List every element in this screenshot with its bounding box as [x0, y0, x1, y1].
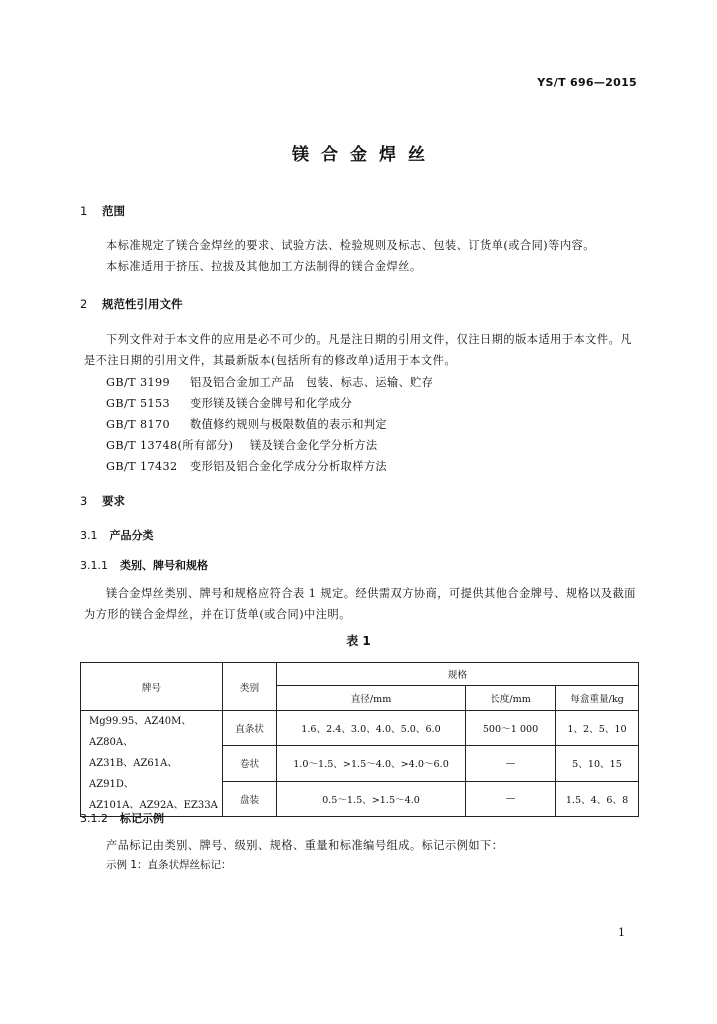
length-cell: — [466, 781, 556, 816]
section-title: 类别、牌号和规格 [120, 559, 208, 572]
diameter-cell: 1.0～1.5、>1.5～4.0、>4.0～6.0 [277, 746, 466, 781]
section-title: 规范性引用文件 [102, 297, 183, 311]
reference-item: GB/T 13748(所有部分) 镁及镁合金化学分析方法 [106, 439, 378, 452]
section-title: 标记示例 [120, 812, 164, 825]
section-3-heading [80, 493, 125, 509]
section-number: 3.1 [80, 529, 98, 542]
section-title: 产品分类 [109, 529, 154, 542]
weight-cell: 1.5、4、6、8 [556, 781, 639, 816]
section-1-para-1: 本标准规定了镁合金焊丝的要求、试验方法、检验规则及标志、包装、订货单(或合同)等内容。 [106, 239, 595, 252]
section-3-1-1-para: 镁合金焊丝类别、牌号和规格应符合表 1 规定。经供需双方协商，可提供其他合金牌号、规格以及截面为方形的镁合金焊丝，并在订货单(或合同)中注明。 [84, 587, 636, 621]
section-title: 范围 [102, 204, 125, 218]
section-title: 要求 [102, 494, 125, 508]
section-2-para: 下列文件对于本文件的应用是必不可少的。凡是注日期的引用文件，仅注日期的版本适用于本文件。凡是不注日期的引用文件，其最新版本(包括所有的修改单)适用于本文件。 [84, 333, 632, 367]
diameter-cell: 0.5～1.5、>1.5～4.0 [277, 781, 466, 816]
section-1-para-2: 本标准适用于挤压、拉拔及其他加工方法制得的镁合金焊丝。 [106, 260, 422, 273]
header-category: 类别 [223, 663, 277, 711]
weight-cell: 5、10、15 [556, 746, 639, 781]
category-cell: 盘装 [223, 781, 277, 816]
page-number: 1 [618, 926, 625, 939]
grade-list-cell: Mg99.95、AZ40M、AZ80A、 AZ31B、AZ61A、AZ91D、 AZ101A、AZ92A、EZ33A [81, 711, 223, 817]
length-cell: — [466, 746, 556, 781]
header-spec: 规格 [277, 663, 639, 686]
header-weight: 每盒重量/kg [556, 686, 639, 711]
document-title: 镁合金焊丝 [292, 145, 437, 165]
header-grade: 牌号 [81, 663, 223, 711]
reference-item: GB/T 8170 数值修约规则与极限数值的表示和判定 [106, 418, 387, 431]
example-note: 示例 1：直条状焊丝标记： [106, 859, 232, 871]
length-cell: 500～1 000 [466, 711, 556, 746]
standard-number: YS/T 696—2015 [537, 76, 637, 89]
section-number: 1 [80, 204, 88, 218]
section-2-heading [80, 296, 183, 312]
diameter-cell: 1.6、2.4、3.0、4.0、5.0、6.0 [277, 711, 466, 746]
section-number: 3.1.2 [80, 812, 108, 825]
section-number: 2 [80, 297, 88, 311]
table-caption: 表 1 [346, 634, 371, 648]
header-diameter: 直径/mm [277, 686, 466, 711]
spec-table [80, 662, 639, 817]
category-cell: 直条状 [223, 711, 277, 746]
section-number: 3.1.1 [80, 559, 108, 572]
section-3-1-2-para: 产品标记由类别、牌号、级别、规格、重量和标准编号组成。标记示例如下： [106, 839, 504, 852]
header-length: 长度/mm [466, 686, 556, 711]
section-1-heading [80, 203, 125, 219]
section-3-1-heading [80, 527, 154, 543]
section-3-1-1-heading [80, 557, 208, 573]
section-number: 3 [80, 494, 88, 508]
reference-item: GB/T 17432 变形铝及铝合金化学成分分析取样方法 [106, 460, 387, 473]
weight-cell: 1、2、5、10 [556, 711, 639, 746]
table-row [81, 711, 639, 746]
reference-item: GB/T 3199 铝及铝合金加工产品 包装、标志、运输、贮存 [106, 376, 434, 389]
category-cell: 卷状 [223, 746, 277, 781]
section-3-1-2-heading [80, 810, 164, 826]
reference-item: GB/T 5153 变形镁及镁合金牌号和化学成分 [106, 397, 353, 410]
